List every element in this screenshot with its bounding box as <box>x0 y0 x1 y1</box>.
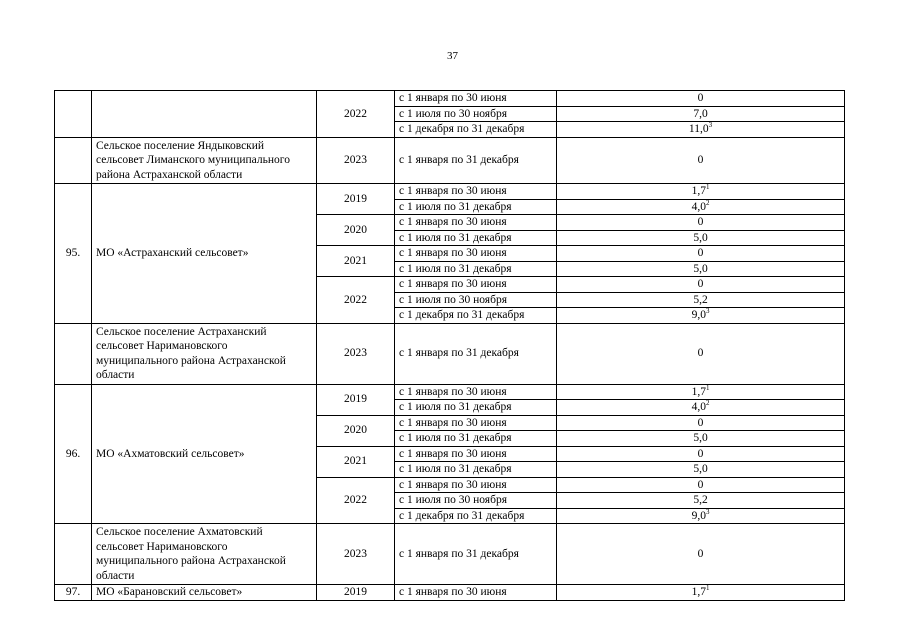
year-cell <box>317 384 395 415</box>
rate-cell <box>557 462 845 478</box>
period-cell <box>395 137 557 184</box>
cell-text: с 1 декабря по 31 декабря <box>399 123 525 135</box>
row-number-cell <box>55 137 92 184</box>
period-cell <box>395 277 557 293</box>
rate-cell <box>557 400 845 416</box>
cell-text: 2020 <box>344 424 367 437</box>
cell-text: 0 <box>697 416 704 429</box>
cell-text: с 1 июля по 31 декабря <box>399 432 512 444</box>
footnote-marker: 1 <box>705 183 710 192</box>
municipality-cell <box>92 585 317 601</box>
cell-text: 97. <box>65 586 81 598</box>
year-cell <box>317 91 395 138</box>
period-cell <box>395 106 557 122</box>
row-number-cell <box>55 585 92 601</box>
cell-text: 2019 <box>344 586 367 598</box>
cell-text: с 1 июля по 31 декабря <box>399 231 512 244</box>
year-cell <box>317 323 395 384</box>
rate-cell <box>557 508 845 524</box>
period-cell <box>395 446 557 462</box>
cell-text: 1,7 <box>691 586 706 598</box>
cell-text: 2023 <box>344 547 367 560</box>
cell-text: 5,2 <box>693 494 708 506</box>
table-row <box>55 384 845 400</box>
cell-text: 9,0 <box>691 309 706 321</box>
cell-text: с 1 января по 30 июня <box>399 478 507 491</box>
rate-cell <box>557 230 845 246</box>
rate-cell <box>557 384 845 400</box>
rate-cell <box>557 137 845 184</box>
rate-cell <box>557 415 845 431</box>
cell-text: 0 <box>697 247 704 259</box>
cell-text: с 1 июля по 30 ноября <box>399 494 507 506</box>
table-row <box>55 323 845 384</box>
cell-text: с 1 января по 30 июня <box>399 586 507 598</box>
cell-text: с 1 января по 30 июня <box>399 247 507 259</box>
cell-text: 0 <box>697 216 704 228</box>
rate-cell <box>557 585 845 601</box>
period-cell <box>395 384 557 400</box>
period-cell <box>395 246 557 262</box>
year-cell <box>317 585 395 601</box>
cell-text: с 1 июля по 30 ноября <box>399 107 507 120</box>
cell-text: 4,0 <box>691 401 706 413</box>
table-row <box>55 524 845 585</box>
period-cell <box>395 184 557 200</box>
year-cell <box>317 277 395 324</box>
cell-text: 0 <box>697 547 704 560</box>
cell-text: 2023 <box>344 154 367 166</box>
period-cell <box>395 122 557 138</box>
cell-text: 2019 <box>344 393 367 406</box>
cell-text: 7,0 <box>693 107 708 120</box>
period-cell <box>395 431 557 447</box>
settlement-name-cell <box>92 323 317 384</box>
cell-text: с 1 января по 30 июня <box>399 385 507 398</box>
period-cell <box>395 91 557 107</box>
cell-text: МО «Астраханский сельсовет» <box>96 247 249 259</box>
period-cell <box>395 477 557 493</box>
cell-text: Сельское поселение Яндыковский сельсовет Лиманского муниципального района Астраханской области <box>96 139 290 181</box>
year-cell <box>317 246 395 277</box>
period-cell <box>395 292 557 308</box>
cell-text: 2023 <box>344 347 367 360</box>
cell-text: 0 <box>697 447 704 460</box>
cell-text: 2022 <box>344 107 367 120</box>
cell-text: Сельское поселение Астраханский сельсовет Наримановского муниципального района Астраханской области <box>96 325 286 381</box>
rate-cell <box>557 524 845 585</box>
table-row <box>55 137 845 184</box>
cell-text: с 1 января по 31 декабря <box>399 547 519 560</box>
year-cell <box>317 477 395 524</box>
rate-cell <box>557 122 845 138</box>
cell-text: с 1 декабря по 31 декабря <box>399 309 525 321</box>
row-number-cell <box>55 91 92 138</box>
period-cell <box>395 462 557 478</box>
tariff-table <box>54 90 845 601</box>
cell-text: 9,0 <box>691 509 706 522</box>
cell-text: 95. <box>65 247 81 259</box>
municipality-cell <box>92 91 317 138</box>
cell-text: 1,7 <box>691 385 706 398</box>
period-cell <box>395 215 557 231</box>
cell-text: 5,0 <box>693 432 708 444</box>
rate-cell <box>557 308 845 324</box>
cell-text: с 1 января по 31 декабря <box>399 347 519 360</box>
rate-cell <box>557 431 845 447</box>
footnote-marker: 3 <box>708 121 713 130</box>
rate-cell <box>557 493 845 509</box>
cell-text: МО «Барановский сельсовет» <box>96 586 243 598</box>
year-cell <box>317 215 395 246</box>
period-cell <box>395 415 557 431</box>
municipality-cell <box>92 184 317 324</box>
cell-text: с 1 января по 30 июня <box>399 216 507 228</box>
year-cell <box>317 524 395 585</box>
settlement-name-cell <box>92 524 317 585</box>
rate-cell <box>557 246 845 262</box>
period-cell <box>395 524 557 585</box>
page-number: 37 <box>447 50 458 62</box>
cell-text: Сельское поселение Ахматовский сельсовет Наримановского муниципального района Астраханской области <box>96 526 286 582</box>
row-number-cell <box>55 323 92 384</box>
table-row <box>55 184 845 200</box>
cell-text: 5,0 <box>693 262 708 275</box>
year-cell <box>317 446 395 477</box>
rate-cell <box>557 477 845 493</box>
period-cell <box>395 323 557 384</box>
table-body <box>55 91 845 601</box>
period-cell <box>395 230 557 246</box>
cell-text: 2022 <box>344 494 367 506</box>
rate-cell <box>557 323 845 384</box>
footnote-marker: 3 <box>705 508 710 516</box>
cell-text: 5,2 <box>693 293 708 306</box>
year-cell <box>317 184 395 215</box>
rate-cell <box>557 215 845 231</box>
cell-text: с 1 января по 30 июня <box>399 416 507 429</box>
cell-text: 2020 <box>344 223 367 236</box>
period-cell <box>395 585 557 601</box>
footnote-marker: 3 <box>705 307 710 316</box>
table-row <box>55 585 845 601</box>
cell-text: с 1 января по 31 декабря <box>399 154 519 166</box>
footnote-marker: 1 <box>705 584 710 593</box>
cell-text: с 1 июля по 30 ноября <box>399 293 507 306</box>
cell-text: 11,0 <box>688 123 709 135</box>
cell-text: 0 <box>697 478 704 491</box>
footnote-marker: 2 <box>705 399 710 408</box>
cell-text: 0 <box>697 154 704 166</box>
footnote-marker: 1 <box>705 384 710 392</box>
municipality-cell <box>92 384 317 524</box>
cell-text: 4,0 <box>691 200 706 213</box>
cell-text: 0 <box>697 347 704 360</box>
rate-cell <box>557 292 845 308</box>
period-cell <box>395 261 557 277</box>
cell-text: 5,0 <box>693 463 708 475</box>
rate-cell <box>557 91 845 107</box>
cell-text: МО «Ахматовский сельсовет» <box>96 447 245 460</box>
footnote-marker: 2 <box>705 199 710 207</box>
cell-text: 2019 <box>344 192 367 205</box>
table-row <box>55 91 845 107</box>
period-cell <box>395 308 557 324</box>
cell-text: 2021 <box>344 455 367 468</box>
cell-text: 1,7 <box>691 185 706 197</box>
cell-text: с 1 января по 30 июня <box>399 278 507 290</box>
row-number-cell <box>55 384 92 524</box>
cell-text: 0 <box>697 278 704 290</box>
cell-text: 2022 <box>344 293 367 306</box>
period-cell <box>395 493 557 509</box>
cell-text: 2021 <box>344 254 367 267</box>
settlement-name-cell <box>92 137 317 184</box>
rate-cell <box>557 446 845 462</box>
rate-cell <box>557 261 845 277</box>
year-cell <box>317 415 395 446</box>
cell-text: 96. <box>65 447 81 460</box>
row-number-cell <box>55 524 92 585</box>
rate-cell <box>557 199 845 215</box>
cell-text: с 1 июля по 31 декабря <box>399 262 512 275</box>
year-cell <box>317 137 395 184</box>
cell-text: 5,0 <box>693 231 708 244</box>
rate-cell <box>557 277 845 293</box>
cell-text: с 1 июля по 31 декабря <box>399 463 512 475</box>
period-cell <box>395 199 557 215</box>
row-number-cell <box>55 184 92 324</box>
cell-text: с 1 января по 30 июня <box>399 185 507 197</box>
cell-text: с 1 декабря по 31 декабря <box>399 509 525 522</box>
cell-text: 0 <box>697 92 704 104</box>
cell-text: с 1 июля по 31 декабря <box>399 200 512 213</box>
rate-cell <box>557 184 845 200</box>
rate-cell <box>557 106 845 122</box>
period-cell <box>395 400 557 416</box>
cell-text: с 1 января по 30 июня <box>399 447 507 460</box>
cell-text: с 1 июля по 31 декабря <box>399 401 512 413</box>
cell-text: с 1 января по 30 июня <box>399 92 507 104</box>
period-cell <box>395 508 557 524</box>
